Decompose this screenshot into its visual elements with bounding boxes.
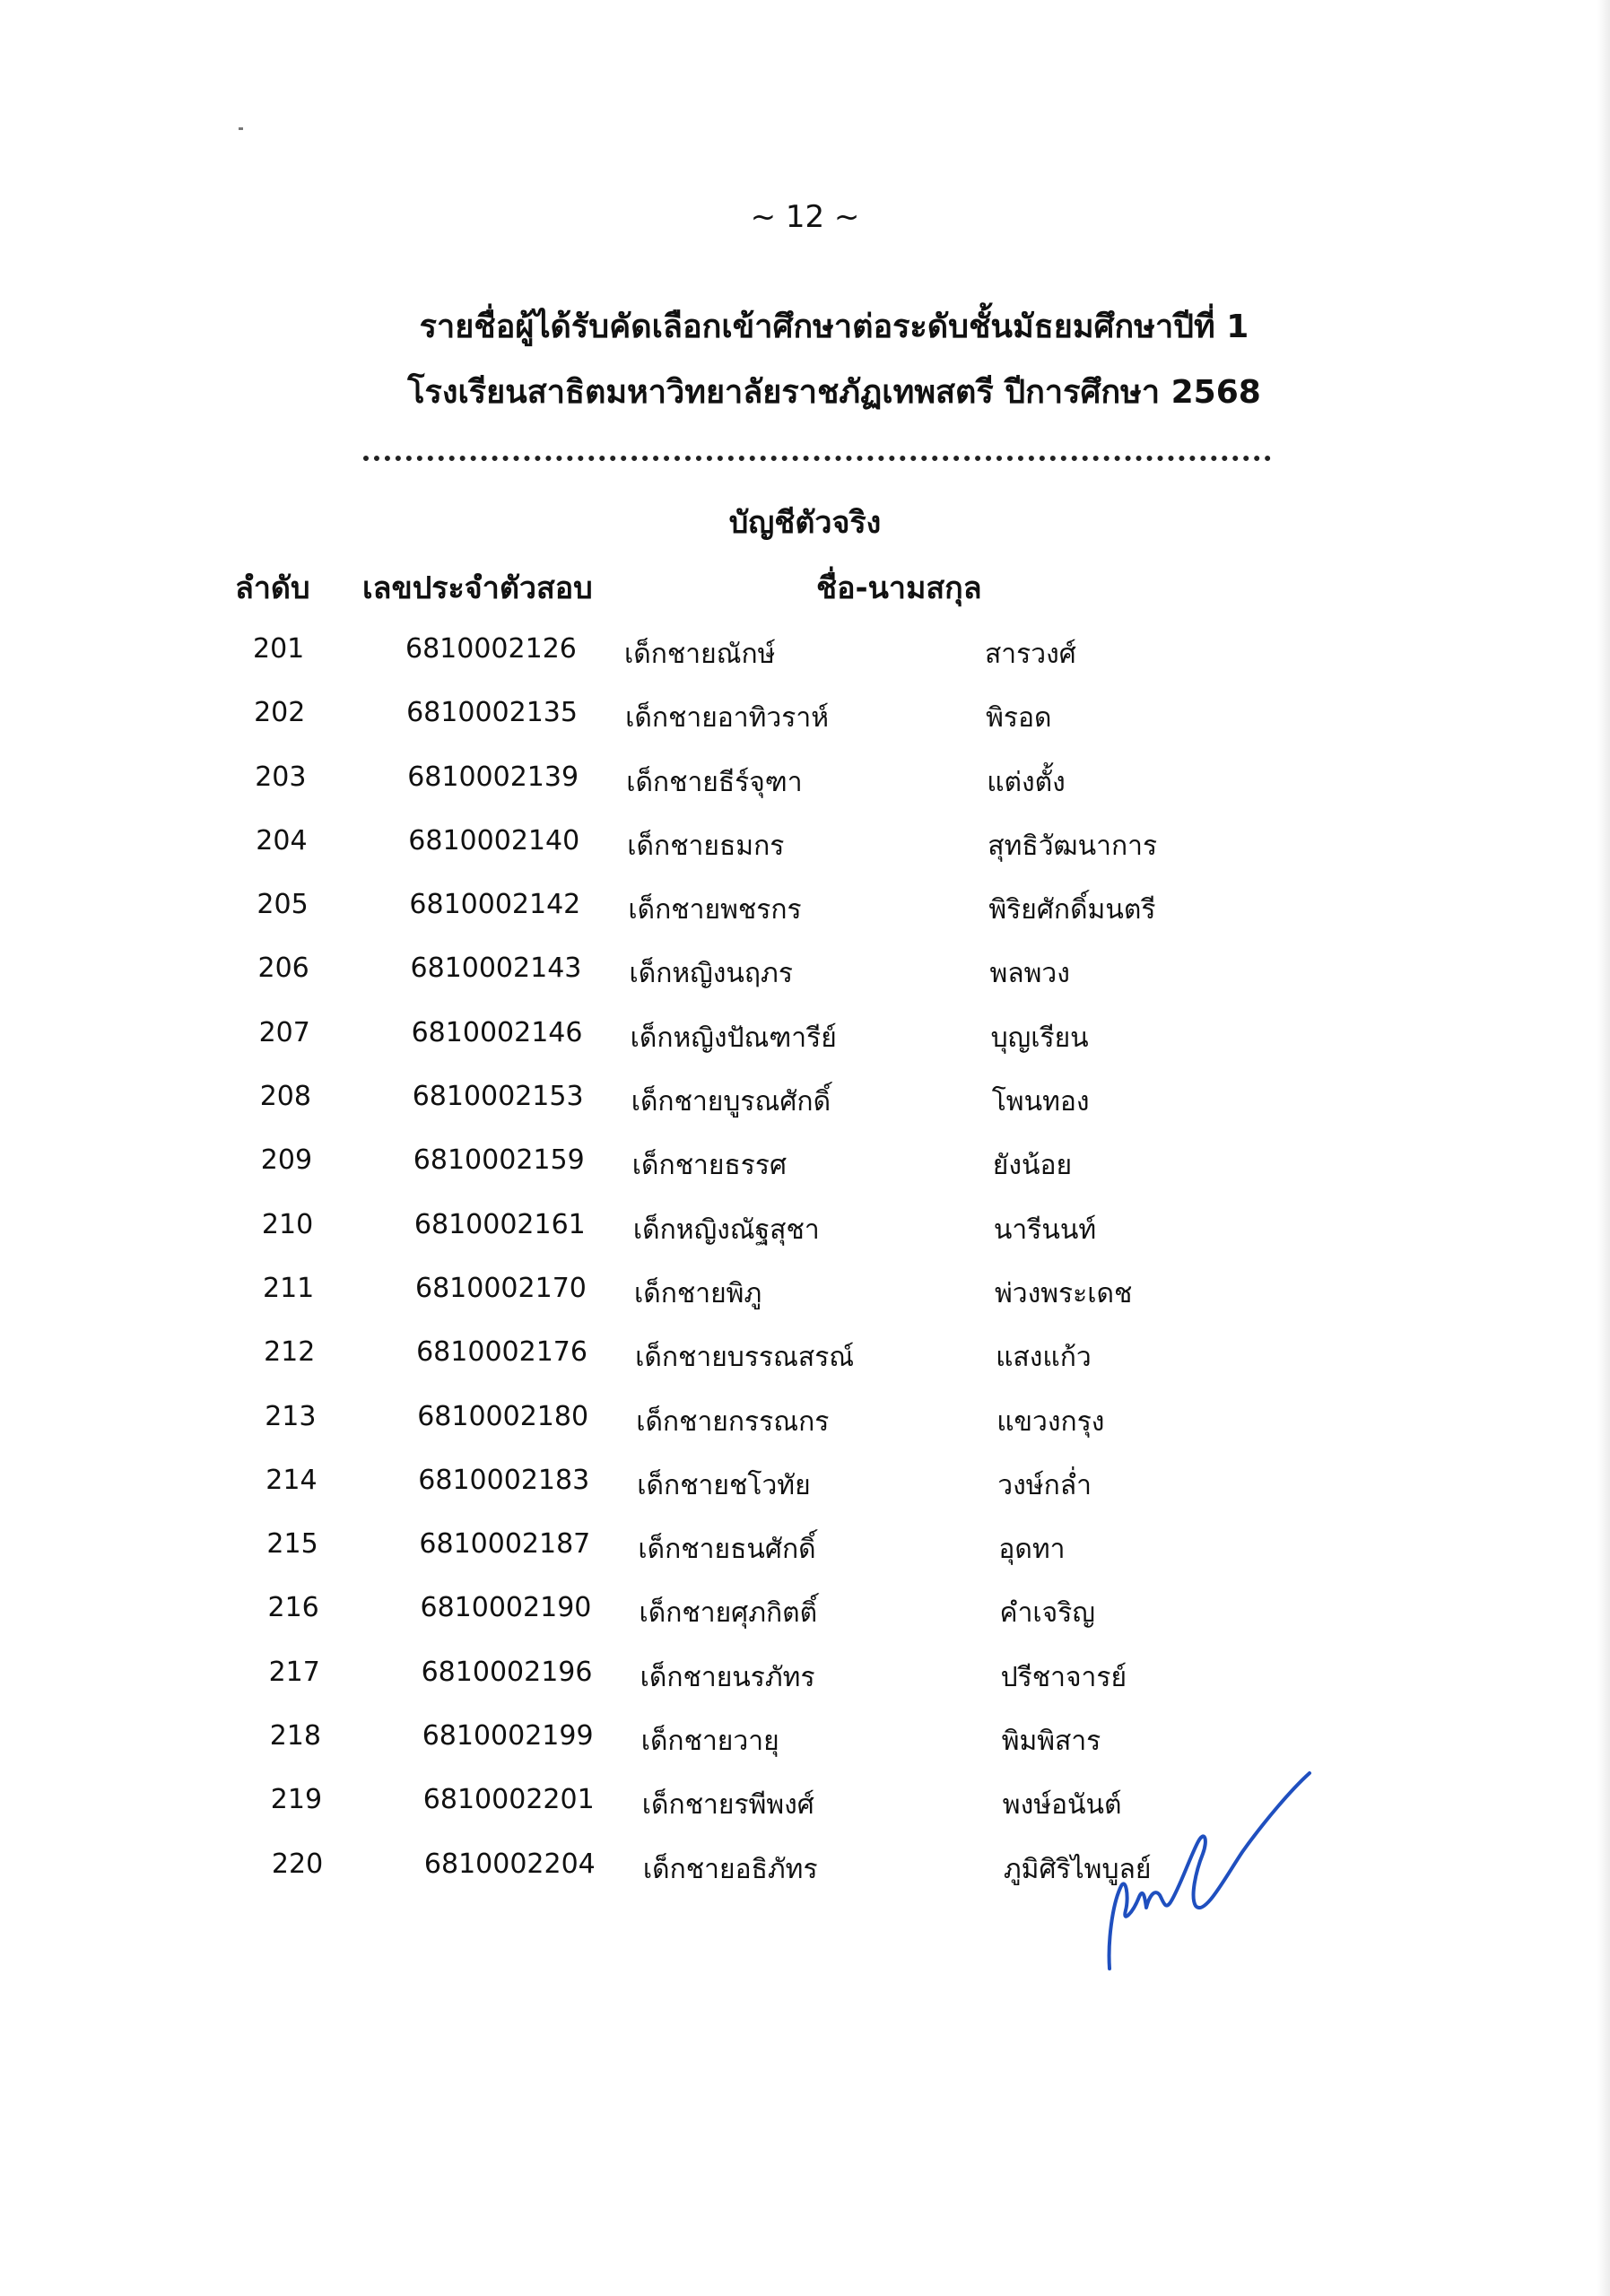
document-title-line-1: รายชื่อผู้ได้รับคัดเลือกเข้าศึกษาต่อระดับชั้นมัธยมศึกษาปีที่ 1 [419,309,1249,345]
row-first-name: เด็กชายชโวทัย [637,1469,811,1501]
row-last-name: พ่วงพระเดช [995,1277,1133,1309]
row-order: 220 [271,1848,324,1880]
row-order: 203 [255,761,307,793]
row-order: 212 [264,1336,316,1369]
table-row [7,1075,1610,1139]
row-order: 211 [263,1272,315,1304]
row-exam-id: 6810002187 [419,1528,591,1561]
row-first-name: เด็กชายธีร์จุฑา [626,766,803,798]
row-exam-id: 6810002143 [410,952,582,985]
row-order: 206 [257,952,309,985]
table-row [9,1204,1610,1267]
row-first-name: เด็กหญิงนฤภร [629,958,793,990]
row-last-name: อุดทา [998,1534,1066,1566]
row-order: 207 [258,1016,310,1048]
table-row [4,883,1610,947]
row-first-name: เด็กชายบรรณสรณ์ [635,1342,855,1374]
page-number: ~ 12 ~ [750,199,860,235]
row-order: 219 [270,1784,323,1816]
row-exam-id: 6810002190 [420,1592,592,1624]
row-order: 214 [265,1464,318,1496]
row-exam-id: 6810002135 [406,697,578,729]
row-exam-id: 6810002176 [416,1336,587,1369]
row-first-name: เด็กชายพชรกร [628,894,802,926]
row-exam-id: 6810002161 [413,1208,586,1240]
row-last-name: พิมพิสาร [1001,1726,1101,1758]
row-first-name: เด็กชายธนศักดิ์ [638,1534,816,1566]
row-order: 201 [253,633,305,665]
row-order: 216 [267,1592,319,1624]
list-type-heading: บัญชีตัวจริง [728,505,882,541]
table-row [17,1715,1610,1779]
row-last-name: โพนทอง [991,1086,1090,1118]
row-order: 204 [256,824,308,857]
row-exam-id: 6810002153 [412,1081,584,1113]
row-first-name: เด็กชายธรรศ [631,1150,788,1182]
row-order: 210 [261,1208,314,1240]
row-first-name: เด็กชายอธิภัทร [642,1853,818,1885]
row-first-name: เด็กชายศุภกิตติ์ [639,1597,818,1630]
table-row [16,1651,1610,1715]
row-last-name: นารีนนท์ [993,1213,1097,1246]
column-header-order: ลำดับ [235,570,310,606]
row-last-name: สารวงศ์ [985,639,1076,670]
row-exam-id: 6810002146 [411,1016,583,1048]
table-row [13,1459,1610,1523]
document-title-line-2: โรงเรียนสาธิตมหาวิทยาลัยราชภัฏเทพสตรี ปีการศึกษา 2568 [407,374,1261,411]
row-first-name: เด็กชายนรภัทร [640,1661,815,1693]
table-row [19,1843,1610,1907]
row-last-name: คำเจริญ [999,1597,1095,1630]
row-last-name: พิริยศักดิ์มนตรี [988,894,1156,926]
row-exam-id: 6810002204 [423,1848,596,1880]
row-order: 208 [259,1081,311,1113]
row-first-name: เด็กชายรพีพงศ์ [641,1789,814,1822]
row-exam-id: 6810002140 [408,824,580,857]
row-order: 217 [268,1656,320,1688]
table-row [15,1587,1610,1650]
row-last-name: สุทธิวัฒนาการ [988,830,1158,862]
row-exam-id: 6810002126 [405,633,577,665]
dotted-divider [363,456,1271,461]
row-order: 213 [265,1400,317,1432]
row-last-name: พิรอด [986,702,1052,735]
table-row [5,947,1610,1011]
table-row [6,1012,1610,1075]
row-exam-id: 6810002139 [407,761,579,793]
table-row [3,820,1610,883]
row-last-name: บุญเรียน [990,1022,1089,1054]
row-first-name: เด็กชายณักษ์ [624,639,776,670]
row-first-name: เด็กหญิงปัณฑารีย์ [630,1022,837,1054]
row-order: 209 [260,1144,313,1177]
student-list [0,628,1610,1907]
row-last-name: ยังน้อย [992,1150,1073,1182]
row-exam-id: 6810002199 [422,1720,594,1752]
table-row [8,1139,1610,1203]
row-last-name: พลพวง [989,958,1070,990]
row-last-name: แต่งตั้ง [987,766,1066,798]
row-exam-id: 6810002196 [421,1656,593,1688]
table-row [18,1779,1610,1842]
row-exam-id: 6810002170 [415,1272,587,1304]
row-last-name: ภูมิศิริไพบูลย์ [1003,1853,1152,1885]
row-order: 205 [257,889,309,921]
row-last-name: วงษ์กล่ำ [997,1469,1092,1501]
row-last-name: แสงแก้ว [996,1342,1092,1374]
row-first-name: เด็กชายพิภู [634,1277,762,1309]
table-row [11,1331,1610,1395]
table-row [2,756,1610,820]
row-order: 202 [254,697,306,729]
row-last-name: แขวงกรุง [996,1405,1105,1438]
row-first-name: เด็กชายวายุ [640,1726,779,1758]
row-exam-id: 6810002183 [418,1464,590,1496]
row-first-name: เด็กหญิงณัฐสุชา [632,1213,820,1246]
table-row [13,1523,1610,1587]
column-header-exam-id: เลขประจำตัวสอบ [362,570,593,606]
row-order: 218 [269,1720,321,1752]
row-first-name: เด็กชายบูรณศักดิ์ [631,1086,831,1118]
row-last-name: ปรีชาจารย์ [1000,1661,1127,1693]
row-last-name: พงษ์อนันต์ [1002,1789,1122,1822]
column-header-name: ชื่อ-นามสกุล [816,570,982,606]
row-exam-id: 6810002201 [422,1784,595,1816]
table-row [10,1267,1610,1331]
table-row [0,628,1610,691]
row-exam-id: 6810002159 [413,1144,585,1177]
table-row [1,691,1610,755]
signature [1090,1753,1323,1978]
row-exam-id: 6810002142 [409,889,581,921]
row-first-name: เด็กชายกรรณกร [636,1405,830,1438]
row-order: 215 [266,1528,318,1561]
scan-speck [239,127,243,130]
row-first-name: เด็กชายอาทิวราห์ [625,702,829,735]
table-row [12,1396,1610,1459]
row-first-name: เด็กชายธมกร [627,830,785,862]
row-exam-id: 6810002180 [417,1400,589,1432]
